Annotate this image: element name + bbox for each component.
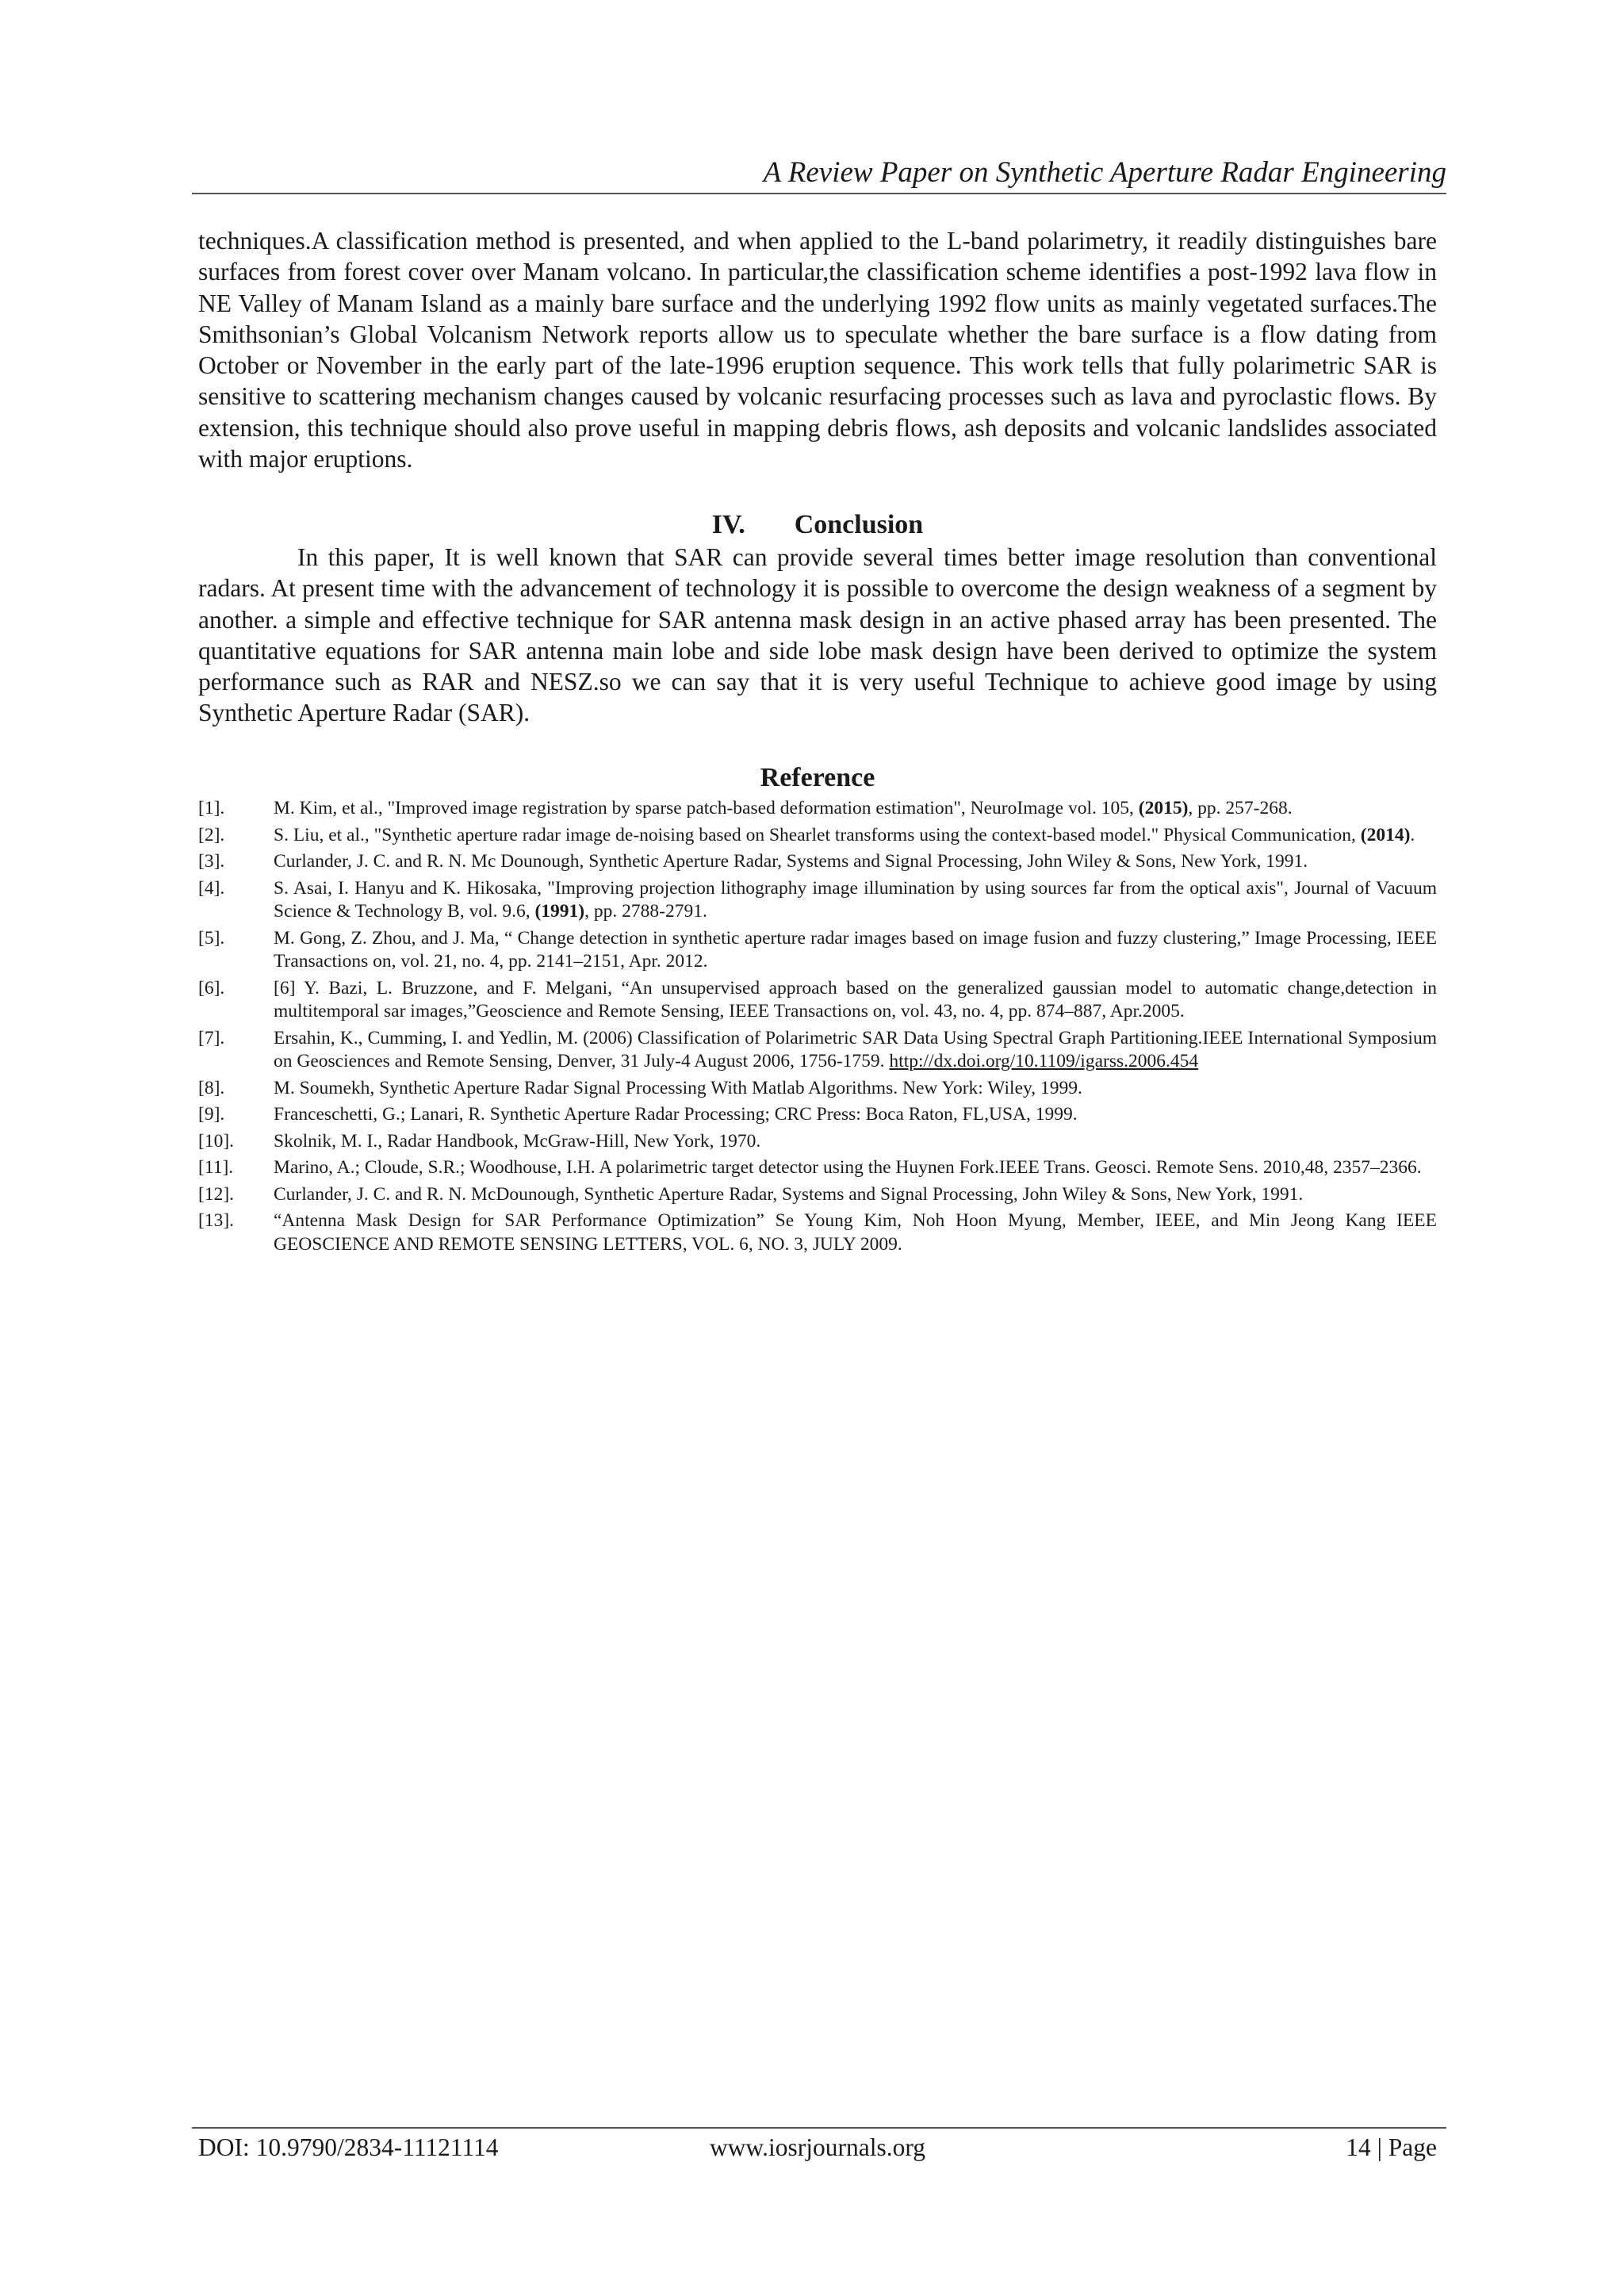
reference-number: [5]. — [198, 927, 225, 949]
reference-year: (2015) — [1138, 798, 1189, 818]
reference-number: [4]. — [198, 877, 225, 899]
running-header-title: A Review Paper on Synthetic Aperture Radar Engineering — [763, 156, 1446, 189]
reference-number: [8]. — [198, 1077, 225, 1098]
reference-text — [274, 824, 1437, 848]
section-number: IV. — [711, 510, 745, 539]
reference-item — [198, 1156, 1437, 1180]
page-footer — [198, 2132, 1437, 2164]
reference-number: [12]. — [198, 1183, 235, 1205]
reference-text — [274, 1183, 1437, 1207]
reference-text — [274, 1130, 1437, 1154]
reference-number: [11]. — [198, 1157, 234, 1178]
reference-item — [198, 797, 1437, 821]
reference-text-main: Curlander, J. C. and R. N. McDounough, Synthetic Aperture Radar, Systems and Signal Processing, John Wiley & Sons, New York, 1991. — [274, 1183, 1304, 1205]
body-paragraph: techniques.A classification method is presented, and when applied to the L-band polarimetry, it readily distinguishes bare surfaces from forest cover over Manam volcano. In particular,the classification scheme identifies a post-1992 lava flow in NE Valley of Manam Island as a mainly bare surface and the underlying 1992 flow units as mainly vegetated surfaces.The Smithsonian’s Global Volcanism Network reports allow us to speculate whether the bare surface is a flow dating from October or November in the early part of the late-1996 eruption sequence. This work tells that fully polarimetric SAR is sensitive to scattering mechanism changes caused by volcanic resurfacing processes such as lava and pyroclastic flows. By extension, this technique should also prove useful in mapping debris flows, ash deposits and volcanic landslides associated with major eruptions. — [198, 227, 1437, 473]
reference-text-tail: . — [1410, 824, 1415, 845]
reference-item — [198, 1130, 1437, 1154]
reference-doi-link[interactable]: http://dx.doi.org/10.1109/igarss.2006.454 — [889, 1051, 1199, 1071]
reference-item — [198, 1103, 1437, 1127]
reference-text — [274, 977, 1437, 1024]
reference-text — [274, 1103, 1437, 1127]
reference-year: (2014) — [1360, 824, 1411, 845]
reference-text — [274, 927, 1437, 974]
reference-text-main: Franceschetti, G.; Lanari, R. Synthetic Aperture Radar Processing; CRC Press: Boca Raton, FL,USA, 1999. — [274, 1104, 1078, 1125]
reference-text-main: Skolnik, M. I., Radar Handbook, McGraw-Hill, New York, 1970. — [274, 1130, 761, 1152]
reference-text-tail: , pp. 257-268. — [1188, 798, 1293, 818]
reference-text-main: Ersahin, K., Cumming, I. and Yedlin, M. (2006) Classification of Polarimetric SAR Data Using Spectral Graph Partitioning.IEEE International Symposium on Geosciences and Remote Sensing, Denver, 31 July-4 August 2006, 1756-1759. — [274, 1027, 1437, 1071]
footer-page-number: 14 | Page — [1346, 2133, 1437, 2161]
reference-text-main: S. Asai, I. Hanyu and K. Hikosaka, "Improving projection lithography image illumination by using sources far from the optical axis", Journal of Vacuum Science & Technology B, vol. 9.6, — [274, 877, 1437, 922]
reference-number: [2]. — [198, 824, 225, 845]
footer-divider — [192, 2127, 1446, 2129]
reference-number: [7]. — [198, 1027, 225, 1048]
reference-number: [13]. — [198, 1210, 235, 1231]
reference-number: [6]. — [198, 977, 225, 999]
reference-text-main: [6] Y. Bazi, L. Bruzzone, and F. Melgani, “An unsupervised approach based on the generalized gaussian model to automatic change,detection in multitemporal sar images,”Geoscience and Remote Sensing, IEEE Transactions on, vol. 43, no. 4, pp. 874–887, Apr.2005. — [274, 977, 1437, 1022]
reference-item — [198, 1027, 1437, 1074]
reference-item — [198, 877, 1437, 924]
reference-number: [1]. — [198, 798, 225, 818]
reference-text — [274, 1209, 1437, 1256]
reference-number: [10]. — [198, 1130, 235, 1152]
reference-item — [198, 1183, 1437, 1207]
reference-list — [198, 797, 1437, 1259]
section-title: Conclusion — [794, 510, 924, 539]
header-divider — [192, 193, 1446, 194]
reference-number: [9]. — [198, 1104, 225, 1125]
reference-text-main: Curlander, J. C. and R. N. Mc Dounough, Synthetic Aperture Radar, Systems and Signal Processing, John Wiley & Sons, New York, 1991. — [274, 851, 1308, 872]
reference-text-main: “Antenna Mask Design for SAR Performance Optimization” Se Young Kim, Noh Hoon Myung, Member, IEEE, and Min Jeong Kang IEEE GEOSCIENCE AND REMOTE SENSING LETTERS, VOL. 6, NO. 3, JULY 2009. — [274, 1210, 1437, 1255]
reference-text — [274, 797, 1437, 821]
reference-text-main: Marino, A.; Cloude, S.R.; Woodhouse, I.H. A polarimetric target detector using the Huynen Fork.IEEE Trans. Geosci. Remote Sens. 2010,48, 2357–2366. — [274, 1157, 1422, 1178]
reference-text-tail: , pp. 2788-2791. — [584, 901, 707, 922]
reference-item — [198, 1209, 1437, 1256]
conclusion-paragraph: In this paper, It is well known that SAR can provide several times better image resolution than conventional radars. At present time with the advancement of technology it is possible to overcome the design weakness of a segment by another. a simple and effective technique for SAR antenna mask design in an active phased array has been presented. The quantitative equations for SAR antenna main lobe and side lobe mask design have been derived to optimize the system performance such as RAR and NESZ.so we can say that it is very useful Technique to achieve good image by using Synthetic Aperture Radar (SAR). — [198, 543, 1437, 727]
reference-text-main: M. Kim, et al., "Improved image registration by sparse patch-based deformation estimation", NeuroImage vol. 105, — [274, 798, 1139, 818]
reference-text-main: M. Soumekh, Synthetic Aperture Radar Signal Processing With Matlab Algorithms. New York: Wiley, 1999. — [274, 1077, 1082, 1098]
section-heading-conclusion — [198, 508, 1437, 542]
reference-number: [3]. — [198, 851, 225, 872]
reference-year: (1991) — [534, 901, 585, 922]
reference-text — [274, 877, 1437, 924]
reference-item — [198, 927, 1437, 974]
reference-text — [274, 850, 1437, 874]
reference-text — [274, 1156, 1437, 1180]
reference-item — [198, 977, 1437, 1024]
reference-text — [274, 1027, 1437, 1074]
references-heading: Reference — [760, 763, 875, 792]
reference-text-main: S. Liu, et al., "Synthetic aperture radar image de-noising based on Shearlet transforms using the context-based model." Physical Communication, — [274, 824, 1361, 845]
reference-text-main: M. Gong, Z. Zhou, and J. Ma, “ Change detection in synthetic aperture radar images based on image fusion and fuzzy clustering,” Image Processing, IEEE Transactions on, vol. 21, no. 4, pp. 2141–2151, Apr. 2012. — [274, 927, 1437, 972]
reference-item — [198, 824, 1437, 848]
footer-website: www.iosrjournals.org — [709, 2133, 926, 2161]
reference-text — [274, 1077, 1437, 1101]
footer-doi: DOI: 10.9790/2834-11121114 — [198, 2133, 499, 2161]
reference-item — [198, 850, 1437, 874]
reference-item — [198, 1077, 1437, 1101]
